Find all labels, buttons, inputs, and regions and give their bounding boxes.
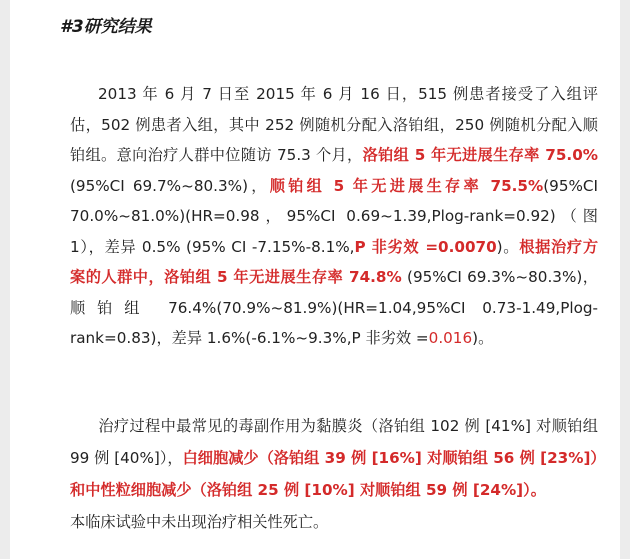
mucositis-text: 治疗过程中最常见的毒副作用为黏膜炎（洛铂组 102 例 [41%] 对顺铂组 99 例 [40%]）， <box>70 417 598 467</box>
per-protocol-p-value: 0.016 <box>428 329 473 347</box>
no-death-text: 本临床试验中未出现治疗相关性死亡。 <box>70 513 329 531</box>
closing-text: )。 <box>496 237 520 256</box>
lobaplatin-pfs-highlight: 洛铂组 5 年无进展生存率 75.0% <box>362 146 598 164</box>
results-paragraph <box>70 79 598 354</box>
leukopenia-neutropenia-highlight: 白细胞减少（洛铂组 39 例 [16%] 对顺铂组 56 例 [23%]）和中性粒细胞减少（洛铂组 25 例 [10%] 对顺铂组 59 例 [24%]）。 <box>70 449 598 499</box>
enrollment-text: 2013 年 6 月 7 日至 2015 年 6 月 16 日，515 例患者接受了入组评估，502 例患者入组，其中 252 例随机分配入洛铂组，250 例随机分配入顺铂组。意向治疗人群中位随访 75.3 个月， <box>70 85 598 164</box>
noninferiority-p-highlight: P 非劣效 =0.0070 <box>354 237 497 256</box>
closing-text-2: )。 <box>472 329 494 347</box>
per-protocol-pfs-highlight: 根据治疗方案的人群中，洛铂组 5 年无进展生存率 74.8% <box>70 237 599 286</box>
per-protocol-ci-text: (95%CI 69.3%~80.3%)，顺铂组 76.4%(70.9%~81.9%)(HR=1.04,95%CI 0.73-1.49,Plog-rank=0.83)，差异 1.6%(-6.1%~9.3%,P 非劣效 = <box>70 268 598 347</box>
cisplatin-pfs-highlight: 顺铂组 5 年无进展生存率 75.5% <box>269 176 544 195</box>
toxicity-paragraph <box>70 410 598 538</box>
cisplatin-ci-text: (95%CI 70.0%~81.0%)(HR=0.98，95%CI 0.69~1.39,Plog-rank=0.92)（图 1），差异 0.5% (95% CI -7.15%-8.1%, <box>70 176 598 256</box>
section-heading: #3研究结果 <box>60 17 152 37</box>
lobaplatin-ci-text: (95%CI 69.7%~80.3%)， <box>70 176 270 195</box>
